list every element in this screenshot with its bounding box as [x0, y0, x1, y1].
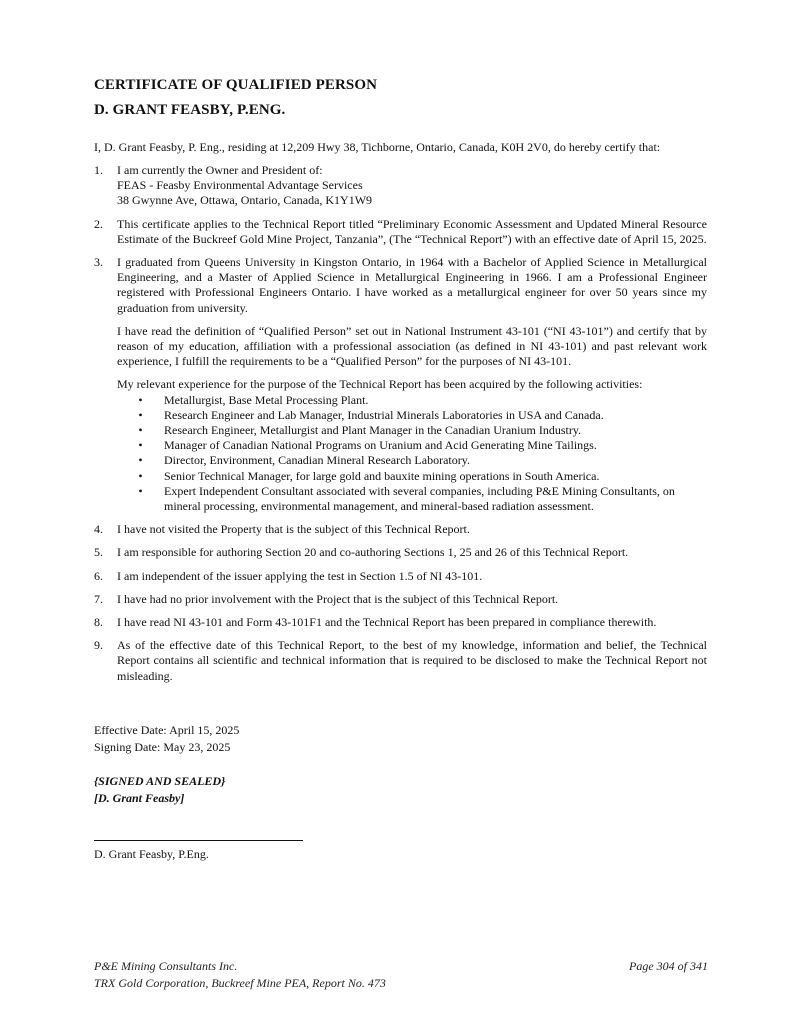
signature-line [94, 840, 303, 841]
item-number: 6. [94, 568, 103, 583]
bullet-icon: • [138, 438, 143, 453]
item-line: FEAS - Feasby Environmental Advantage Services [117, 178, 363, 193]
footer-right [629, 958, 708, 975]
bullet-icon: • [138, 468, 143, 483]
item-number: 3. [94, 255, 103, 270]
intro-paragraph: I, D. Grant Feasby, P. Eng., residing at 12,209 Hwy 38, Tichborne, Ontario, Canada, K0H 2V0, do hereby certify that: [94, 140, 661, 154]
bullet-icon: • [138, 407, 143, 422]
item-text: I have not visited the Property that is the subject of this Technical Report. [117, 522, 470, 537]
bullet-icon: • [138, 453, 143, 468]
item-text: I graduated from Queens University in Kingston Ontario, in 1964 with a Bachelor of Applied Science in Metallurgical Engineering, and a Master of Applied Science in Metallurgical Engineering in 1966. I am a Professional Engineer registered with Professional Engineers Ontario. I have worked as a metallurgical engineer for over 50 years since my graduation from university. [117, 255, 707, 315]
bullet-icon: • [138, 392, 143, 407]
list-item: • Research Engineer, Metallurgist and Plant Manager in the Canadian Uranium Industry. [117, 423, 707, 438]
signature-block [94, 773, 225, 807]
certification-list [94, 163, 707, 692]
item-line: 38 Gwynne Ave, Ottawa, Ontario, Canada, K1Y1W9 [117, 193, 373, 208]
signed-sealed-label: {SIGNED AND SEALED} [94, 774, 226, 788]
page-subtitle: D. GRANT FEASBY, P.ENG. [94, 102, 286, 118]
footer-company: P&E Mining Consultants Inc. [94, 959, 238, 973]
list-item: • Expert Independent Consultant associated with several companies, including P&E Mining Consultants, on mineral processing, environmental management, and mineral-based radiation assessment. [117, 484, 707, 514]
list-item: • Research Engineer and Lab Manager, Industrial Minerals Laboratories in USA and Canada. [117, 408, 707, 423]
list-item [94, 569, 707, 584]
experience-list [117, 393, 707, 515]
qualified-person-paragraph: I have read the definition of “Qualified Person” set out in National Instrument 43-101 (“NI 43-101”) and certify that by reason of my education, affiliation with a professional association (as defined in NI 43-101) and past relevant work experience, I fulfill the requirements to be a “Qualified Person” for the purposes of NI 43-101. [117, 323, 707, 369]
item-number: 7. [94, 591, 103, 606]
experience-intro: My relevant experience for the purpose of the Technical Report has been acquired by the following activities: [117, 377, 643, 392]
list-item [94, 522, 707, 537]
list-item [94, 255, 707, 514]
item-number: 4. [94, 522, 103, 537]
footer-report: TRX Gold Corporation, Buckreef Mine PEA, Report No. 473 [94, 975, 386, 990]
bullet-icon: • [138, 483, 143, 498]
item-text: As of the effective date of this Technical Report, to the best of my knowledge, information and belief, the Technical Report contains all scientific and technical information that is required to be disclosed to make the Technical Report not misleading. [117, 638, 707, 683]
list-item [94, 163, 707, 209]
list-item: • Metallurgist, Base Metal Processing Plant. [117, 393, 707, 408]
dates-block [94, 722, 239, 755]
item-text: This certificate applies to the Technical Report titled “Preliminary Economic Assessment and Updated Mineral Resource Estimate of the Buckreef Gold Mine Project, Tanzania”, (The “Technical Report”) with an effective date of April 15, 2025. [117, 216, 707, 246]
list-item [94, 592, 707, 607]
list-item [94, 638, 707, 684]
item-text: I have read NI 43-101 and Form 43-101F1 and the Technical Report has been prepared in compliance therewith. [117, 615, 657, 630]
item-number: 2. [94, 216, 103, 231]
list-item [94, 615, 707, 630]
bullet-icon: • [138, 423, 143, 438]
page-title: CERTIFICATE OF QUALIFIED PERSON [94, 77, 378, 93]
item-number: 1. [94, 163, 103, 177]
item-text: I have had no prior involvement with the Project that is the subject of this Technical Report. [117, 591, 559, 606]
item-line: I am currently the Owner and President of: [117, 163, 323, 177]
footer-left [94, 958, 386, 991]
item-number: 9. [94, 638, 103, 653]
list-item: • Manager of Canadian National Programs on Uranium and Acid Generating Mine Tailings. [117, 438, 707, 453]
page-number: Page 304 of 341 [629, 959, 708, 973]
list-item: • Senior Technical Manager, for large gold and bauxite mining operations in South America. [117, 469, 707, 484]
item-number: 8. [94, 615, 103, 630]
list-item [94, 545, 707, 560]
list-item: • Director, Environment, Canadian Mineral Research Laboratory. [117, 453, 707, 468]
list-item [94, 217, 707, 247]
effective-date: Effective Date: April 15, 2025 [94, 723, 240, 737]
signature-name: D. Grant Feasby, P.Eng. [94, 847, 209, 861]
item-number: 5. [94, 545, 103, 560]
signing-date: Signing Date: May 23, 2025 [94, 739, 231, 754]
item-text: I am responsible for authoring Section 20 and co-authoring Sections 1, 25 and 26 of this Technical Report. [117, 545, 629, 560]
item-text: I am independent of the issuer applying the test in Section 1.5 of NI 43-101. [117, 568, 483, 583]
signed-name: [D. Grant Feasby] [94, 791, 185, 805]
